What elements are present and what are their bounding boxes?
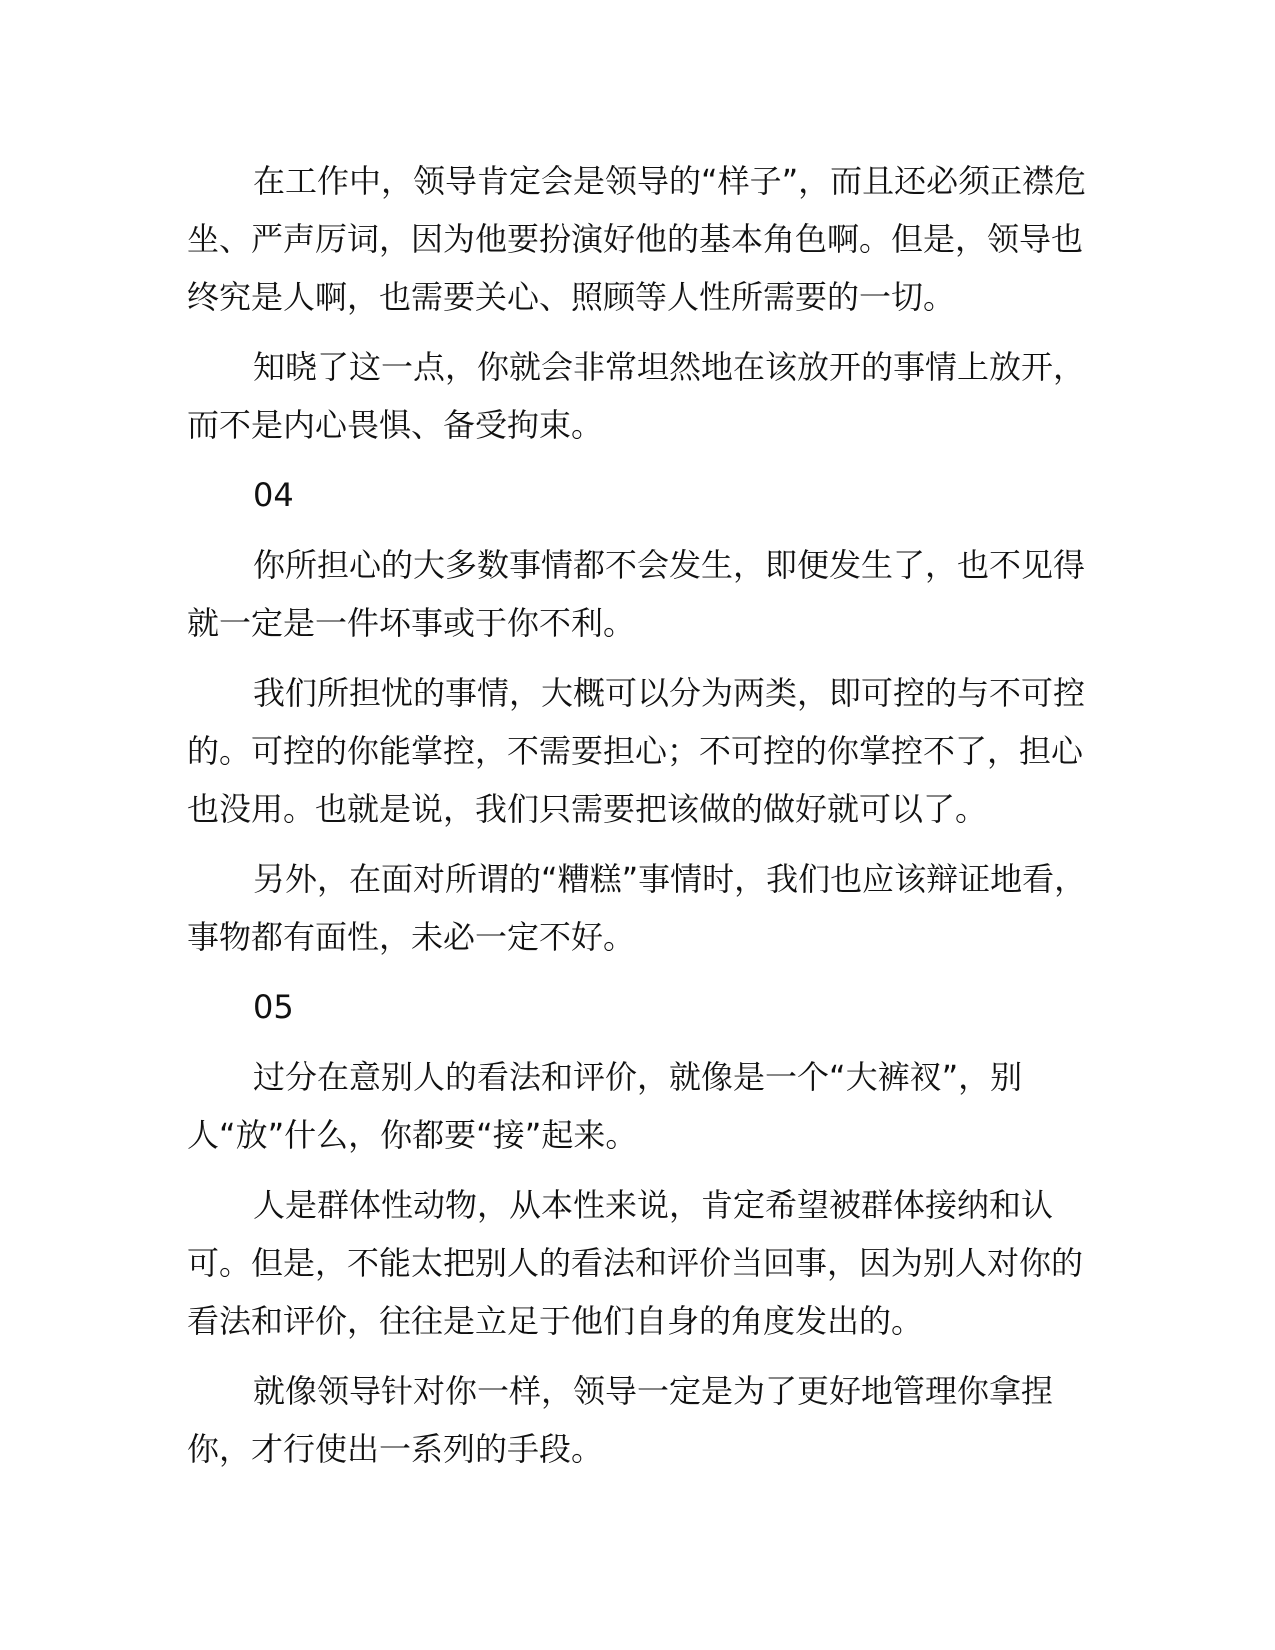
document-body xyxy=(187,152,1092,1478)
section-number-04: 04 xyxy=(253,476,294,514)
paragraph-1: 在工作中，领导肯定会是领导的“样子”，而且还必须正襟危坐、严声厉词，因为他要扮演好他的基本角色啊。但是，领导也终究是人啊，也需要关心、照顾等人性所需要的一切。 xyxy=(187,162,1087,316)
section-number-05: 05 xyxy=(253,988,294,1026)
paragraph-8: 就像领导针对你一样，领导一定是为了更好地管理你拿捏你，才行使出一系列的手段。 xyxy=(187,1372,1054,1468)
paragraph-5: 另外，在面对所谓的“糟糕”事情时，我们也应该辩证地看，事物都有面性，未必一定不好。 xyxy=(187,860,1087,956)
paragraph-3: 你所担心的大多数事情都不会发生，即便发生了，也不见得就一定是一件坏事或于你不利。 xyxy=(187,546,1086,642)
paragraph-7: 人是群体性动物，从本性来说，肯定希望被群体接纳和认可。但是，不能太把别人的看法和评价当回事，因为别人对你的看法和评价，往往是立足于他们自身的角度发出的。 xyxy=(187,1186,1084,1340)
paragraph-2: 知晓了这一点，你就会非常坦然地在该放开的事情上放开，而不是内心畏惧、备受拘束。 xyxy=(187,348,1086,444)
paragraph-4: 我们所担忧的事情，大概可以分为两类，即可控的与不可控的。可控的你能掌控，不需要担心；不可控的你掌控不了，担心也没用。也就是说，我们只需要把该做的做好就可以了。 xyxy=(187,674,1086,828)
paragraph-6: 过分在意别人的看法和评价，就像是一个“大裤衩”，别人“放”什么，你都要“接”起来。 xyxy=(187,1058,1023,1154)
